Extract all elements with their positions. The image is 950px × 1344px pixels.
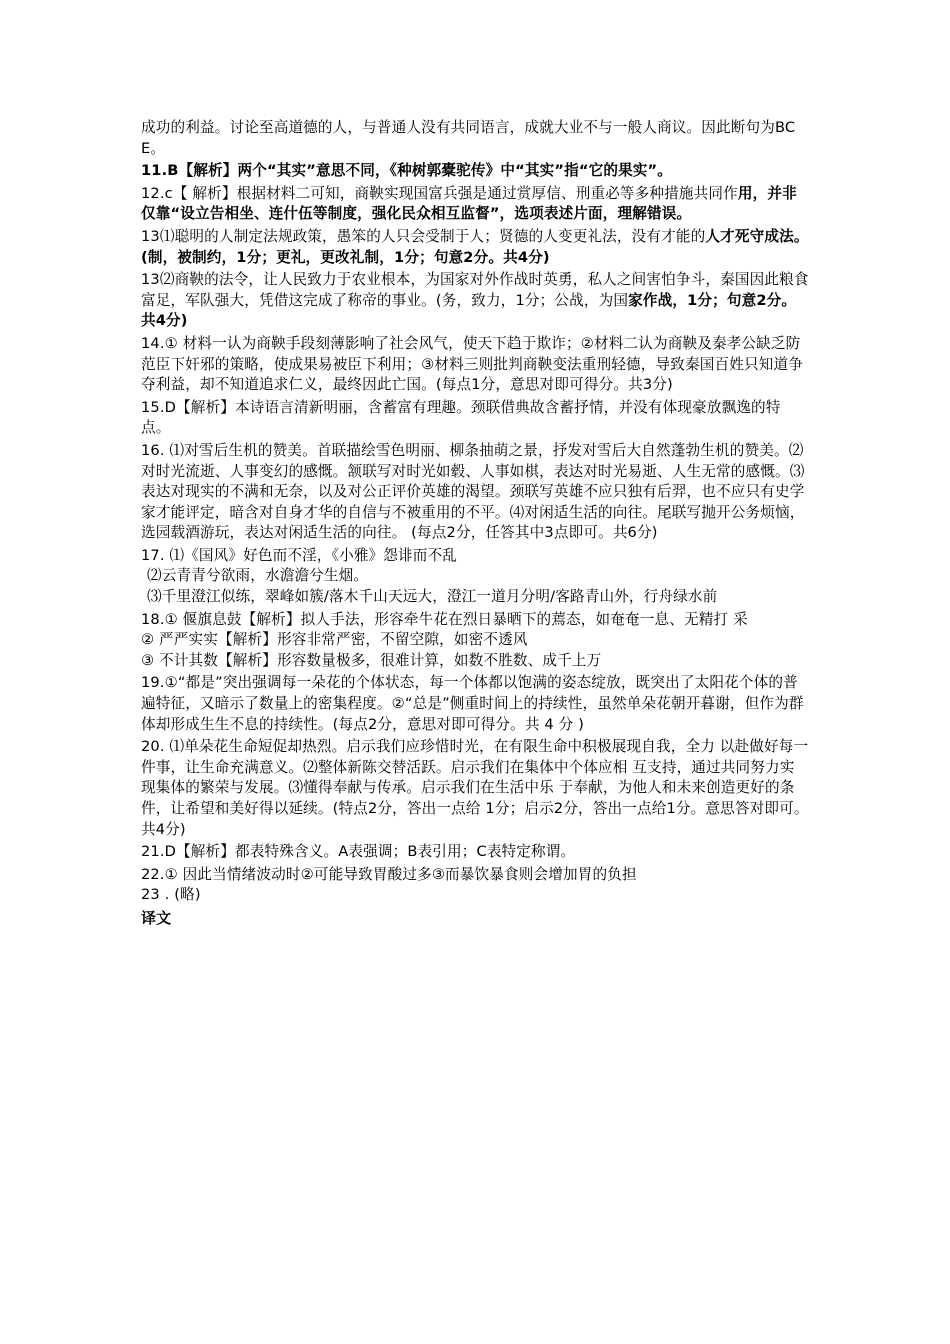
text-run: ② 严严实实【解析】形容非常严密，不留空隙，如密不透风 xyxy=(141,631,528,649)
text-run: 22.① 因此当情绪波动时②可能导致胃酸过多③而暴饮暴食则会增加胃的负担 xyxy=(141,865,637,883)
text-run: ⑶千里澄江似练，翠峰如簇/落木千山天远大，澄江一道月分明/客路青山外，行舟绿水前 xyxy=(147,588,718,606)
answer-paragraph xyxy=(141,161,809,182)
text-run: 15.D【解析】本诗语言清新明丽，含蓄富有理趣。颈联借典故含蓄抒情，并没有体现豪放飘逸的特点。 xyxy=(141,398,781,437)
bold-text-run: 人才死守成法。(制，被制约，1分；更礼，更改礼制，1分；句意2分。共4分) xyxy=(141,227,809,266)
text-run: 14.① 材料一认为商鞅手段刻薄影响了社会风气，使天下趋于欺诈；②材料二认为商鞅及秦孝公缺乏防范臣下奸邪的策略，使成果易被臣下利用；③材料三则批判商鞅变法重刑轻德，导致秦国百姓只知道争夺利益，却不知道追求仁义，最终因此亡国。(每点1分，意思对即可得分。共3分) xyxy=(141,334,803,394)
answer-paragraph xyxy=(141,673,809,735)
bold-text-run: 译文 xyxy=(141,908,172,927)
text-run: ⑵云青青兮欲雨，水澹澹兮生烟。 xyxy=(147,567,369,585)
text-run: 17. ⑴《国风》好色而不淫，《小雅》怨诽而不乱 xyxy=(141,546,458,564)
text-run: 13⑴聪明的人制定法规政策，愚笨的人只会受制于人；贤德的人变更礼法，没有才能的 xyxy=(141,227,706,245)
answer-paragraph xyxy=(141,842,809,863)
text-run: 19.①“都是”突出强调每一朵花的个体状态，每一个体都以饱满的姿态绽放，既突出了太阳花个体的普遍特征，又暗示了数量上的密集程度。②“总是”侧重时间上的持续性，虽然单朵花朝开暮谢，但作为群体却形成生生不息的持续性。(每点2分，意思对即可得分。共 4 分 ) xyxy=(141,674,804,733)
text-run: 16. ⑴对雪后生机的赞美。首联描绘雪色明丽、柳条抽萌之景，抒发对雪后大自然蓬勃生机的赞美。⑵对时光流逝、人事变幻的感慨。颔联写对时光如毂、人事如棋，表达对时光易逝、人生无常的感慨。⑶表达对现实的不满和无奈，以及对公正评价英雄的渴望。颈联写英雄不应只独有后羿，也不应只有史学家才能评定，暗含对自身才华的自信与不被重用的不平。⑷对闲适生活的向往。尾联写抛开公务烦恼，选园载酒游玩，表达对闲适生活的向往。 (每点2分，任答其中3点即可。共6分) xyxy=(141,441,805,542)
answer-paragraph xyxy=(141,610,809,631)
answer-paragraph xyxy=(141,885,809,906)
bold-text-run: 用，并非仅靠“设立告相坐、连什伍等制度，强化民众相互监督”，选项表述片面，理解错误。 xyxy=(141,184,797,223)
answer-paragraph xyxy=(141,546,809,567)
answer-paragraph xyxy=(141,651,809,672)
answer-paragraph xyxy=(141,737,809,840)
answer-paragraph xyxy=(141,270,809,332)
answer-paragraph xyxy=(141,865,809,886)
answer-paragraph xyxy=(141,441,809,544)
answer-document xyxy=(141,118,809,931)
text-run: 23 . (略) xyxy=(141,886,201,904)
text-run: 20. ⑴单朵花生命短促却热烈。启示我们应珍惜时光，在有限生命中积极展现自我，全力 以赴做好每一件事，让生命充满意义。⑵整体新陈交替活跃。启示我们在集体中个体应相 互支持，通过共同努力实现集体的繁荣与发展。⑶懂得奉献与传承。启示我们在生活中乐 于奉献，为他人和未来创造更好的条件，让希望和美好得以延续。(特点2分，答出一点给 1分；启示2分，答出一点给1分。意思答对即可。共4分) xyxy=(141,738,809,838)
answer-paragraph xyxy=(141,334,809,396)
text-run: 成功的利益。讨论至高道德的人，与普通人没有共同语言，成就大业不与一般人商议。因此断句为BCE。 xyxy=(141,119,796,157)
text-run: 13⑵商鞅的法令，让人民致力于农业根本，为国家对外作战时英勇，私人之间害怕争斗，秦国因此粮食富足，军队强大，凭借这完成了称帝的事业。(务，致力，1分；公战，为国 xyxy=(141,271,809,309)
text-run: 21.D【解析】都表特殊含义。A表强调；B表引用；C表特定称谓。 xyxy=(141,843,576,861)
bold-text-run: 11.B【解析】两个“其实”意思不同，《种树郭橐驼传》中“其实”指“它的果实”。 xyxy=(141,162,673,180)
text-run: 18.① 偃旗息鼓【解析】拟人手法，形容牵牛花在烈日暴晒下的蔫态，如奄奄一息、无精打 采 xyxy=(141,610,748,628)
section-heading xyxy=(141,908,809,929)
answer-paragraph xyxy=(141,184,809,225)
answer-paragraph xyxy=(141,118,809,159)
answer-paragraph xyxy=(141,566,809,587)
answer-paragraph xyxy=(141,227,809,268)
answer-paragraph xyxy=(141,630,809,651)
bold-text-run: 家作战，1分；句意2分。共4分) xyxy=(141,291,797,330)
answer-paragraph xyxy=(141,398,809,439)
text-run: ③ 不计其数【解析】形容数量极多，很难计算，如数不胜数、成千上万 xyxy=(141,651,602,669)
answer-paragraph xyxy=(141,587,809,608)
text-run: 12.c【 解析】根据材料二可知，商鞅实现国富兵强是通过赏厚信、刑重必等多种措施共同作 xyxy=(141,184,738,202)
